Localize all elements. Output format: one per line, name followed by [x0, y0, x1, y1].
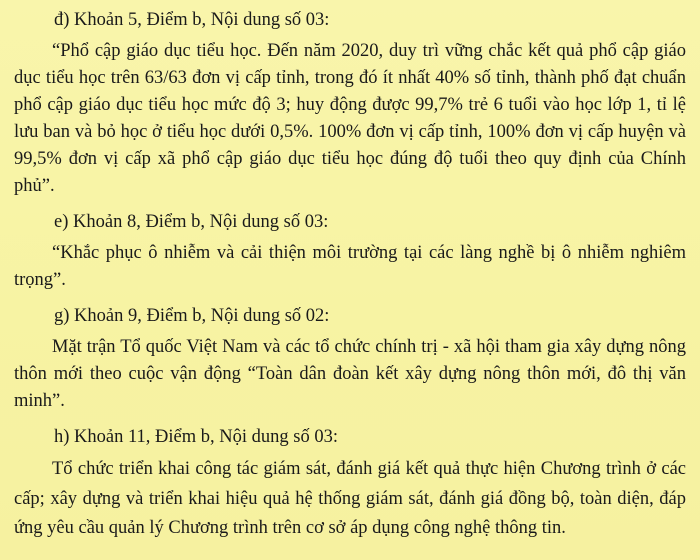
section-heading: đ) Khoản 5, Điểm b, Nội dung số 03:	[54, 10, 330, 30]
section-body: “Phổ cập giáo dục tiểu học. Đến năm 2020, duy trì vững chắc kết quả phổ cập giáo dục tiểu học trên 63/63 đơn vị cấp tỉnh, trong đó ít nhất 40% số tỉnh, thành phố đạt chuẩn phổ cập giáo dục tiểu học mức độ 3; huy động được 99,7% trẻ 6 tuổi vào học lớp 1, tỉ lệ lưu ban và bỏ học ở tiểu học dưới 0,5%. 100% đơn vị cấp tỉnh, 100% đơn vị cấp huyện và 99,5% đơn vị cấp xã phổ cập giáo dục tiểu học đúng độ tuổi theo quy định của Chính phủ”.	[14, 41, 686, 196]
section-body: Tổ chức triển khai công tác giám sát, đánh giá kết quả thực hiện Chương trình ở các cấp; xây dựng và triển khai hiệu quả hệ thống giám sát, đánh giá đồng bộ, toàn diện, đáp ứng yêu cầu quản lý Chương trình trên cơ sở áp dụng công nghệ thông tin.	[14, 459, 686, 538]
section-body: Mặt trận Tổ quốc Việt Nam và các tổ chức chính trị - xã hội tham gia xây dựng nông thôn mới theo cuộc vận động “Toàn dân đoàn kết xây dựng nông thôn mới, đô thị văn minh”.	[14, 337, 686, 411]
section-khoan-11	[14, 423, 686, 544]
section-khoan-9	[14, 302, 686, 415]
section-khoan-8	[14, 208, 686, 294]
section-heading: g) Khoản 9, Điểm b, Nội dung số 02:	[54, 306, 330, 326]
section-heading: h) Khoản 11, Điểm b, Nội dung số 03:	[54, 427, 338, 447]
section-body: “Khắc phục ô nhiễm và cải thiện môi trường tại các làng nghề bị ô nhiễm nghiêm trọng”.	[14, 243, 686, 290]
section-heading: e) Khoản 8, Điểm b, Nội dung số 03:	[54, 212, 329, 232]
section-khoan-5	[14, 6, 686, 200]
